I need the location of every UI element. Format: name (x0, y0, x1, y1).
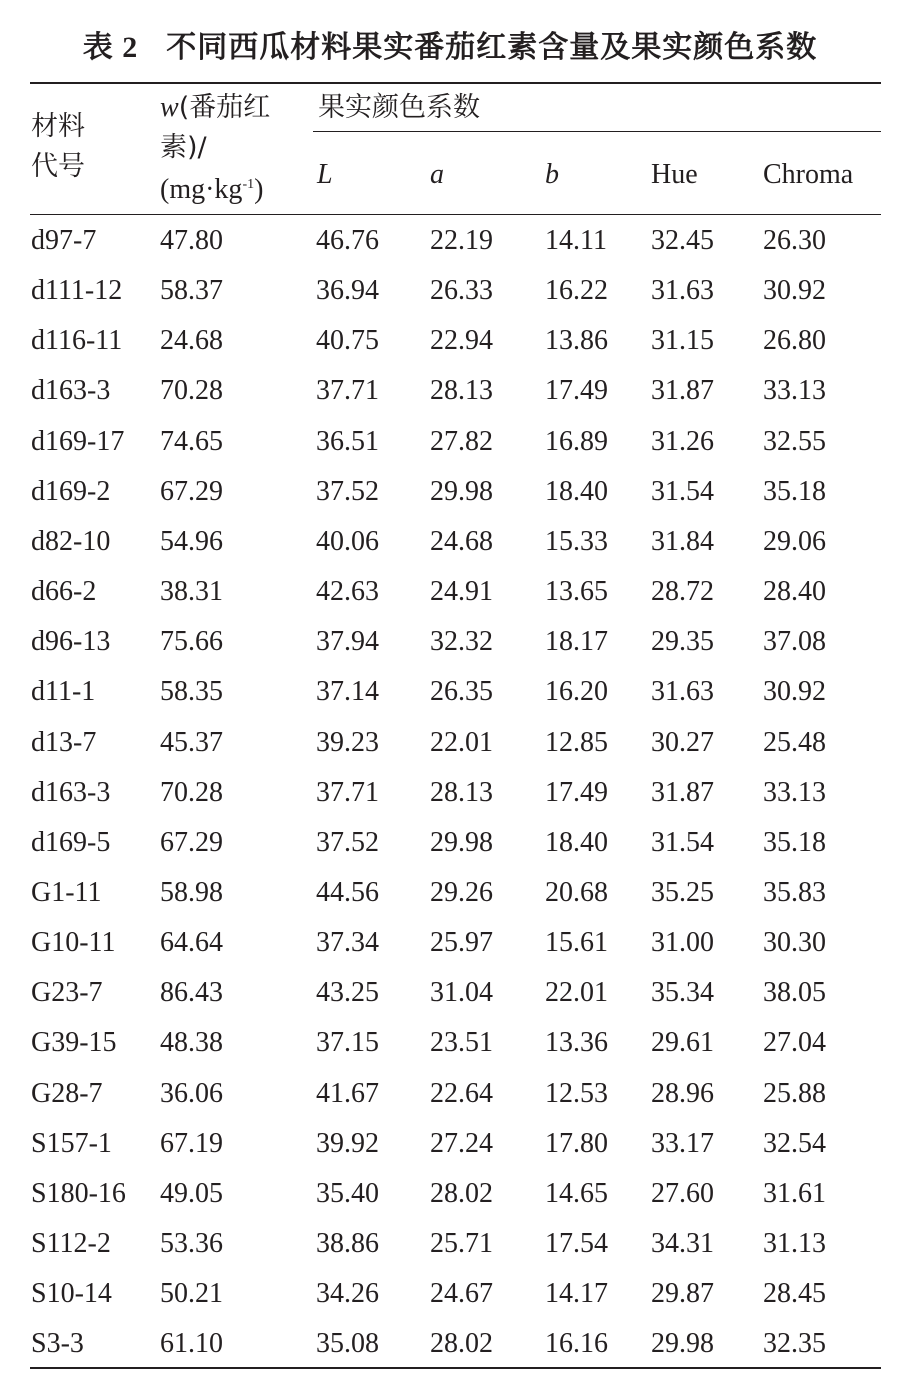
cell-hue: 31.54 (651, 826, 714, 858)
table-caption (0, 22, 900, 66)
header-w-unit-sup: -1 (242, 177, 255, 192)
cell-hue: 33.17 (651, 1127, 714, 1159)
cell-l: 37.14 (316, 676, 379, 708)
cell-b: 16.89 (545, 425, 608, 457)
cell-l: 41.67 (316, 1077, 379, 1109)
cell-w: 47.80 (160, 225, 223, 256)
cell-code: G39-15 (31, 1027, 117, 1059)
cell-code: S157-1 (31, 1127, 112, 1159)
cell-chroma: 35.83 (763, 876, 826, 908)
cell-a: 24.91 (430, 576, 493, 608)
cell-b: 18.17 (545, 626, 608, 658)
header-col-b: b (545, 159, 559, 190)
cell-l: 38.86 (316, 1228, 379, 1259)
group-rule (313, 131, 881, 132)
table-row (0, 718, 900, 768)
cell-a: 29.98 (430, 475, 493, 507)
cell-hue: 32.45 (651, 225, 714, 256)
cell-w: 75.66 (160, 626, 223, 658)
cell-chroma: 37.08 (763, 626, 826, 658)
cell-b: 17.54 (545, 1228, 608, 1259)
cell-chroma: 26.30 (763, 225, 826, 256)
table-row (0, 316, 900, 366)
cell-code: d163-3 (31, 776, 111, 808)
cell-a: 22.19 (430, 225, 493, 256)
table-row (0, 968, 900, 1018)
cell-l: 42.63 (316, 576, 379, 608)
cell-code: G1-11 (31, 876, 102, 908)
cell-w: 74.65 (160, 425, 223, 457)
table-row (0, 617, 900, 667)
cell-code: d96-13 (31, 626, 111, 658)
cell-hue: 35.25 (651, 876, 714, 908)
cell-l: 37.34 (316, 927, 379, 959)
cell-w: 67.29 (160, 475, 223, 507)
cell-w: 24.68 (160, 325, 223, 357)
cell-hue: 31.87 (651, 375, 714, 407)
cell-a: 22.94 (430, 325, 493, 357)
cell-w: 36.06 (160, 1077, 223, 1109)
cell-chroma: 28.40 (763, 576, 826, 608)
cell-b: 12.85 (545, 726, 608, 758)
cell-a: 28.13 (430, 776, 493, 808)
cell-a: 31.04 (430, 977, 493, 1009)
table-row (0, 818, 900, 868)
table-row (0, 366, 900, 416)
cell-a: 24.68 (430, 525, 493, 557)
cell-a: 29.26 (430, 876, 493, 908)
cell-w: 38.31 (160, 576, 223, 608)
cell-hue: 31.15 (651, 325, 714, 357)
cell-a: 22.01 (430, 726, 493, 758)
table-row (0, 567, 900, 617)
cell-l: 43.25 (316, 977, 379, 1009)
cell-a: 28.02 (430, 1177, 493, 1209)
header-w-line2: 素)/ (160, 132, 207, 163)
cell-l: 35.08 (316, 1328, 379, 1360)
cell-chroma: 30.92 (763, 676, 826, 708)
cell-w: 67.29 (160, 826, 223, 858)
cell-a: 26.35 (430, 676, 493, 708)
cell-l: 37.15 (316, 1027, 379, 1059)
cell-l: 37.71 (316, 375, 379, 407)
cell-hue: 31.26 (651, 425, 714, 457)
cell-w: 53.36 (160, 1228, 223, 1259)
table-row (0, 1319, 900, 1369)
cell-hue: 31.63 (651, 275, 714, 307)
cell-chroma: 30.92 (763, 275, 826, 307)
cell-hue: 31.87 (651, 776, 714, 808)
cell-w: 86.43 (160, 977, 223, 1009)
header-w-unit: (mg·kg (160, 174, 243, 205)
cell-chroma: 29.06 (763, 525, 826, 557)
cell-b: 14.17 (545, 1278, 608, 1310)
header-col-a: a (430, 159, 444, 190)
cell-w: 54.96 (160, 525, 223, 557)
cell-chroma: 32.35 (763, 1328, 826, 1360)
cell-b: 14.11 (545, 225, 607, 256)
cell-code: S180-16 (31, 1177, 126, 1209)
cell-hue: 29.87 (651, 1278, 714, 1310)
cell-hue: 30.27 (651, 726, 714, 758)
cell-l: 36.94 (316, 275, 379, 307)
cell-l: 40.06 (316, 525, 379, 557)
cell-code: S3-3 (31, 1328, 84, 1360)
table-row (0, 517, 900, 567)
cell-a: 27.82 (430, 425, 493, 457)
cell-hue: 27.60 (651, 1177, 714, 1209)
cell-b: 17.49 (545, 776, 608, 808)
cell-w: 67.19 (160, 1127, 223, 1159)
table-title: 不同西瓜材料果实番茄红素含量及果实颜色系数 (166, 30, 818, 65)
header-col-hue: Hue (651, 159, 698, 190)
cell-l: 40.75 (316, 325, 379, 357)
cell-a: 23.51 (430, 1027, 493, 1059)
cell-w: 58.35 (160, 676, 223, 708)
cell-code: d169-17 (31, 425, 125, 457)
cell-l: 37.71 (316, 776, 379, 808)
cell-chroma: 25.48 (763, 726, 826, 758)
cell-w: 50.21 (160, 1278, 223, 1310)
cell-l: 37.94 (316, 626, 379, 658)
table-row (0, 1169, 900, 1219)
cell-w: 58.98 (160, 876, 223, 908)
cell-code: G23-7 (31, 977, 103, 1009)
cell-l: 35.40 (316, 1177, 379, 1209)
cell-code: d169-2 (31, 475, 111, 507)
cell-code: G28-7 (31, 1077, 103, 1109)
cell-b: 20.68 (545, 876, 608, 908)
cell-w: 70.28 (160, 776, 223, 808)
cell-code: d163-3 (31, 375, 111, 407)
cell-l: 46.76 (316, 225, 379, 256)
cell-chroma: 27.04 (763, 1027, 826, 1059)
cell-hue: 31.54 (651, 475, 714, 507)
cell-code: d13-7 (31, 726, 97, 758)
cell-a: 24.67 (430, 1278, 493, 1310)
cell-a: 28.02 (430, 1328, 493, 1360)
cell-a: 28.13 (430, 375, 493, 407)
cell-w: 61.10 (160, 1328, 223, 1360)
cell-b: 13.86 (545, 325, 608, 357)
cell-code: S112-2 (31, 1228, 111, 1259)
header-color-group: 果实颜色系数 (318, 92, 480, 123)
cell-l: 36.51 (316, 425, 379, 457)
table-row (0, 417, 900, 467)
cell-b: 16.16 (545, 1328, 608, 1360)
cell-b: 14.65 (545, 1177, 608, 1209)
cell-b: 15.61 (545, 927, 608, 959)
cell-l: 44.56 (316, 876, 379, 908)
cell-b: 18.40 (545, 826, 608, 858)
cell-l: 39.92 (316, 1127, 379, 1159)
cell-w: 64.64 (160, 927, 223, 959)
cell-a: 22.64 (430, 1077, 493, 1109)
cell-hue: 31.84 (651, 525, 714, 557)
cell-hue: 29.98 (651, 1328, 714, 1360)
cell-chroma: 35.18 (763, 826, 826, 858)
cell-chroma: 25.88 (763, 1077, 826, 1109)
cell-b: 12.53 (545, 1077, 608, 1109)
cell-hue: 35.34 (651, 977, 714, 1009)
table-row (0, 467, 900, 517)
cell-a: 29.98 (430, 826, 493, 858)
cell-a: 32.32 (430, 626, 493, 658)
header-w-line1 (160, 94, 270, 122)
cell-l: 37.52 (316, 826, 379, 858)
header-w-unit-close: ) (254, 174, 264, 205)
table-row (0, 1119, 900, 1169)
cell-w: 45.37 (160, 726, 223, 758)
cell-chroma: 32.55 (763, 425, 826, 457)
header-col-l: L (317, 159, 333, 190)
cell-l: 34.26 (316, 1278, 379, 1310)
cell-code: S10-14 (31, 1278, 112, 1310)
header-col-chroma: Chroma (763, 159, 854, 190)
cell-l: 39.23 (316, 726, 379, 758)
cell-b: 17.49 (545, 375, 608, 407)
cell-w: 48.38 (160, 1027, 223, 1059)
cell-b: 17.80 (545, 1127, 608, 1159)
cell-w: 58.37 (160, 275, 223, 307)
table-row (0, 768, 900, 818)
table-row (0, 216, 900, 266)
cell-code: d97-7 (31, 225, 97, 256)
table-row (0, 266, 900, 316)
table-row (0, 667, 900, 717)
cell-hue: 31.00 (651, 927, 714, 959)
cell-a: 27.24 (430, 1127, 493, 1159)
table-number: 表 2 (82, 31, 139, 64)
cell-chroma: 31.61 (763, 1177, 826, 1209)
table-row (0, 1219, 900, 1269)
cell-a: 25.71 (430, 1228, 493, 1259)
header-w-text1: (番茄红 (178, 92, 271, 123)
cell-chroma: 28.45 (763, 1278, 826, 1310)
w-symbol: w (160, 92, 179, 123)
cell-chroma: 30.30 (763, 927, 826, 959)
cell-chroma: 32.54 (763, 1127, 826, 1159)
cell-hue: 34.31 (651, 1228, 714, 1259)
cell-l: 37.52 (316, 475, 379, 507)
table-row (0, 918, 900, 968)
cell-a: 26.33 (430, 275, 493, 307)
cell-a: 25.97 (430, 927, 493, 959)
top-rule (30, 82, 881, 84)
cell-code: d111-12 (31, 275, 123, 307)
cell-code: d116-11 (31, 325, 123, 357)
table-row (0, 1069, 900, 1119)
cell-hue: 29.35 (651, 626, 714, 658)
cell-chroma: 35.18 (763, 475, 826, 507)
cell-code: d66-2 (31, 576, 97, 608)
table-row (0, 868, 900, 918)
cell-b: 16.22 (545, 275, 608, 307)
cell-w: 70.28 (160, 375, 223, 407)
cell-code: d169-5 (31, 826, 111, 858)
cell-code: G10-11 (31, 927, 116, 959)
cell-hue: 31.63 (651, 676, 714, 708)
cell-b: 16.20 (545, 676, 608, 708)
header-w-line3 (160, 176, 263, 204)
cell-chroma: 38.05 (763, 977, 826, 1009)
cell-chroma: 33.13 (763, 375, 826, 407)
cell-chroma: 26.80 (763, 325, 826, 357)
cell-code: d11-1 (31, 676, 96, 708)
table-row (0, 1269, 900, 1319)
cell-b: 15.33 (545, 525, 608, 557)
header-rule (30, 214, 881, 215)
header-code-line1: 材料 (31, 111, 85, 142)
cell-b: 13.65 (545, 576, 608, 608)
cell-b: 18.40 (545, 475, 608, 507)
cell-hue: 28.96 (651, 1077, 714, 1109)
cell-chroma: 31.13 (763, 1228, 826, 1259)
cell-chroma: 33.13 (763, 776, 826, 808)
cell-hue: 29.61 (651, 1027, 714, 1059)
table-row (0, 1018, 900, 1068)
cell-hue: 28.72 (651, 576, 714, 608)
cell-b: 13.36 (545, 1027, 608, 1059)
header-code-line2: 代号 (31, 151, 85, 182)
cell-w: 49.05 (160, 1177, 223, 1209)
cell-b: 22.01 (545, 977, 608, 1009)
cell-code: d82-10 (31, 525, 111, 557)
